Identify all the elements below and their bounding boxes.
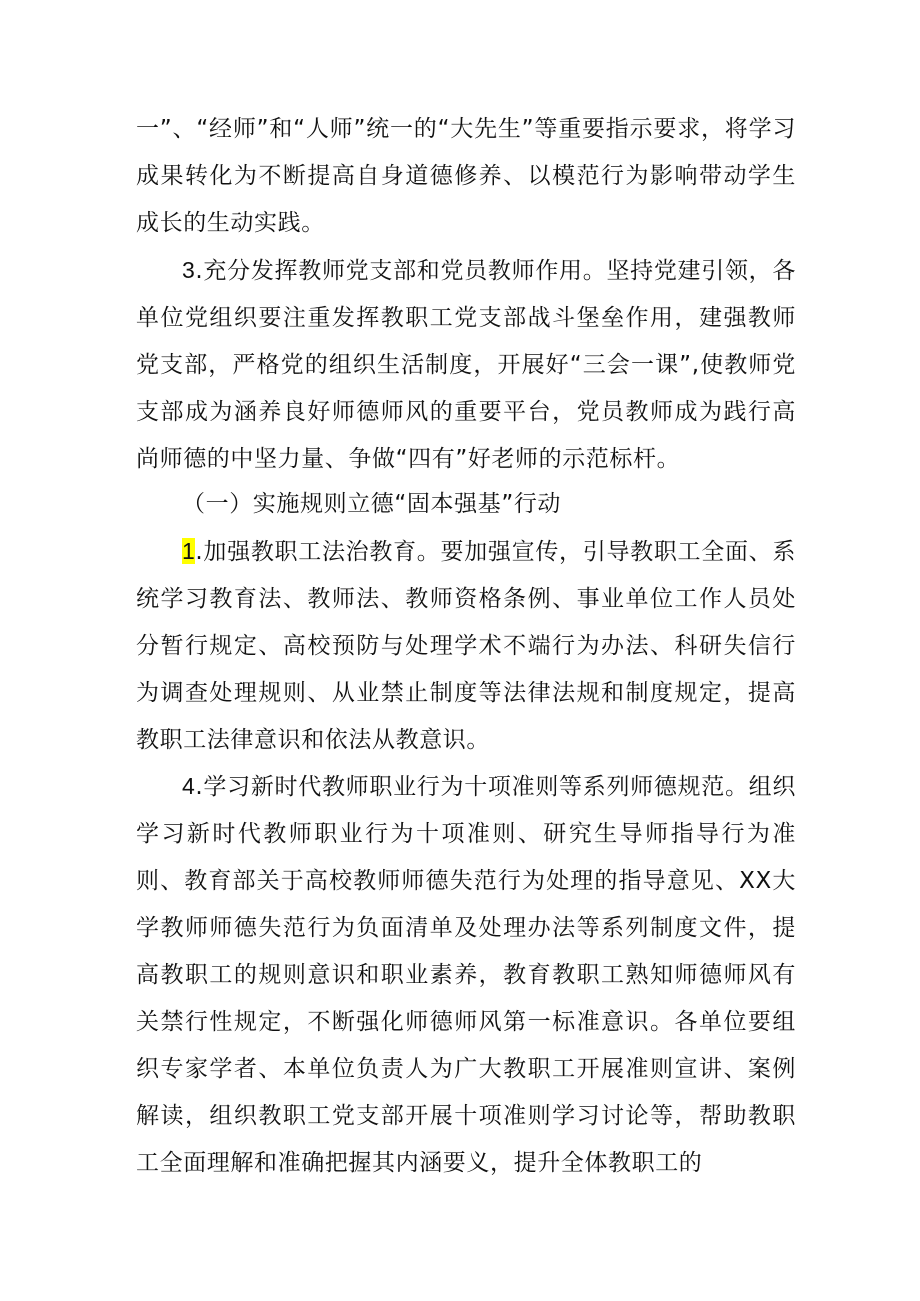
paragraph-text: .充分发挥教师党支部和党员教师作用。坚持党建引领，各单位党组织要注重发挥教职工党支部战斗堡垒作用，建强教师党支部，严格党的组织生活制度，开展好“三会一课”,使教师党支部成为涵养良好师德师风的重要平台，党员教师成为践行高尚师德的中坚力量、争做“四有”好老师的示范标杆。 [136, 258, 796, 472]
paragraph-text: .加强教职工法治教育。要加强宣传，引导教职工全面、系统学习教育法、教师法、教师资格条例、事业单位工作人员处分暂行规定、高校预防与处理学术不端行为办法、科研失信行为调查处理规则、从业禁止制度等法律法规和制度规定，提高教职工法律意识和依法从教意识。 [136, 539, 796, 753]
highlighted-item-number: 1 [182, 538, 196, 564]
paragraph-item-3 [136, 247, 796, 483]
paragraph-continuation [136, 106, 796, 247]
paragraph-text: .学习新时代教师职业行为十项准则等系列师德规范。组织学习新时代教师职业行为十项准则、研究生导师指导行为准则、教育部关于高校教师师德失范行为处理的指导意见、XX大学教师师德失范行为负面清单及处理办法等系列制度文件，提高教职工的规则意识和职业素养，教育教职工熟知师德师风有关禁行性规定，不断强化师德师风第一标准意识。各单位要组织专家学者、本单位负责人为广大教职工开展准则宣讲、案例解读，组织教职工党支部开展十项准则学习讨论等，帮助教职工全面理解和准确把握其内涵要义，提升全体教职工的 [136, 774, 796, 1176]
item-number: 4 [182, 773, 196, 799]
section-heading: （一）实施规则立德“固本强基”行动 [182, 491, 562, 517]
paragraph-item-1 [136, 528, 796, 764]
paragraph-text: 一”、“经师”和“人师”统一的“大先生”等重要指示要求，将学习成果转化为不断提高自身道德修养、以模范行为影响带动学生成长的生动实践。 [136, 116, 796, 236]
paragraph-item-4 [136, 763, 796, 1187]
item-number: 3 [182, 257, 196, 283]
